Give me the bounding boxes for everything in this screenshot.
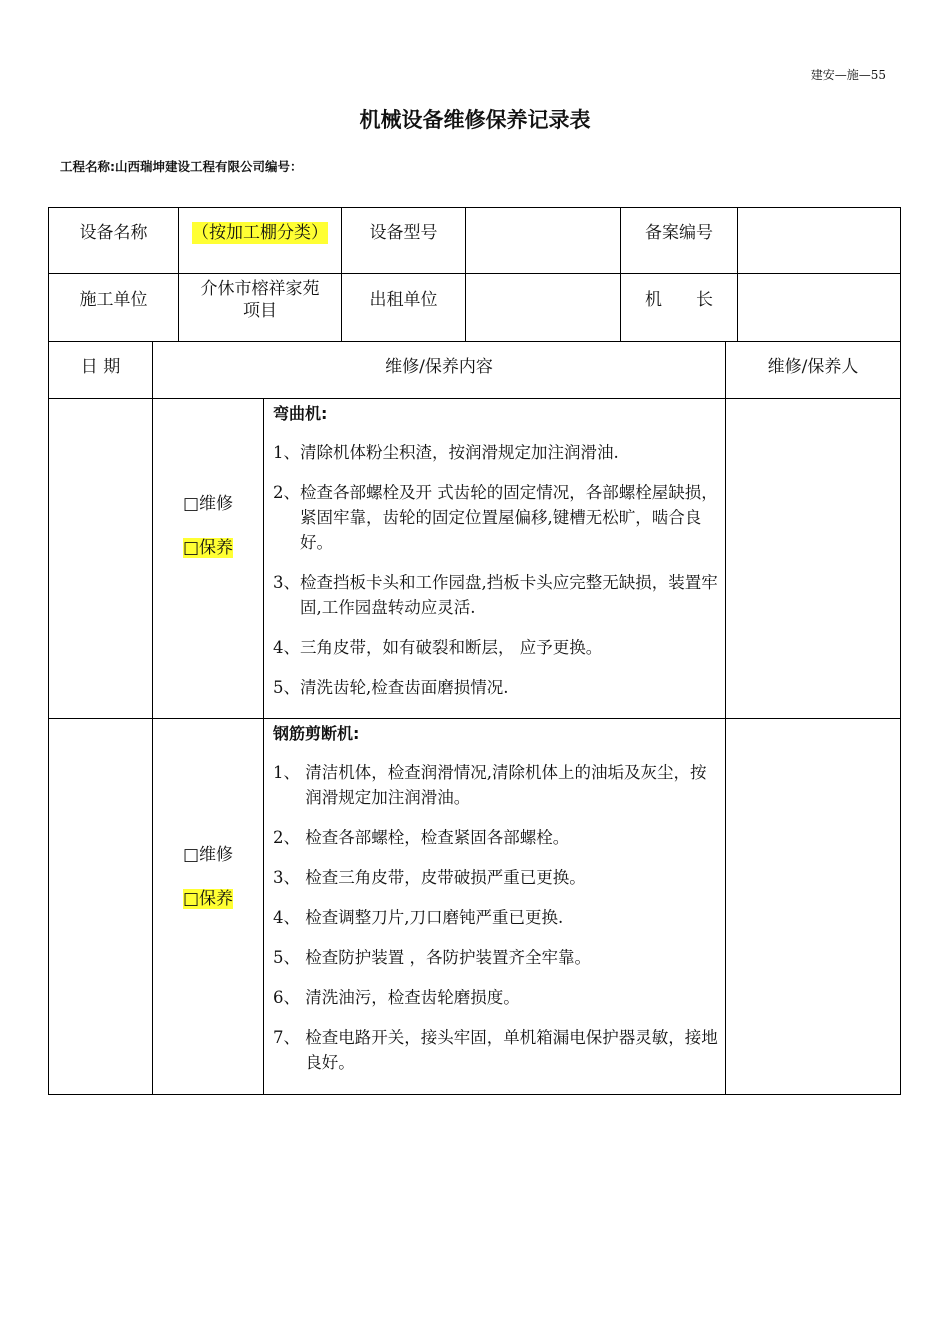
item-text: 检查三角皮带，皮带破损严重已更换。 xyxy=(305,868,586,887)
list-item xyxy=(273,985,719,1010)
maintain-checkbox[interactable] xyxy=(153,885,263,929)
model-label: 设备型号 xyxy=(369,223,438,243)
section2-options xyxy=(153,841,263,929)
item-text: 清洗齿轮,检查齿面磨损情况. xyxy=(300,678,509,697)
list-item xyxy=(273,760,719,810)
maintain-label: □保养 xyxy=(182,538,234,558)
list-item xyxy=(273,1025,719,1075)
list-item xyxy=(273,905,719,930)
equipment-name-label: 设备名称 xyxy=(79,223,148,243)
col-divider xyxy=(725,341,726,1095)
item-text: 检查防护装置 ，各防护装置齐全牢靠。 xyxy=(305,948,591,967)
captain-label: 机 长 xyxy=(645,290,713,310)
construction-unit-value: 介休市榕祥家苑项目 xyxy=(200,279,320,321)
page-title: 机械设备维修保养记录表 xyxy=(359,108,591,132)
list-item xyxy=(273,480,719,555)
item-text: 检查电路开关，接头牢固，单机箱漏电保护器灵敏，接地良好。 xyxy=(305,1028,718,1072)
project-name-line: 工程名称:山西瑞坤建设工程有限公司编号： xyxy=(60,159,303,174)
document-code: 建安—施—55 xyxy=(810,68,886,82)
item-number: 1、 xyxy=(273,763,306,782)
item-text: 清洁机体，检查润滑情况,清除机体上的油垢及灰尘，按润滑规定加注润滑油。 xyxy=(305,763,707,807)
section1-options xyxy=(153,490,263,578)
lessor-label: 出租单位 xyxy=(369,290,438,310)
list-item xyxy=(273,945,719,970)
item-number: 4、 xyxy=(273,908,306,927)
col-divider xyxy=(263,398,264,1095)
list-item xyxy=(273,440,719,465)
section2-content xyxy=(273,721,719,1090)
item-number: 4、 xyxy=(273,638,300,657)
repair-checkbox[interactable]: □维修 xyxy=(182,845,234,865)
item-text: 清洗油污，检查齿轮磨损度。 xyxy=(305,988,520,1007)
maintain-checkbox[interactable] xyxy=(153,534,263,578)
item-number: 5、 xyxy=(273,678,300,697)
item-number: 2、 xyxy=(273,483,300,502)
col-divider xyxy=(152,341,153,1095)
model-value xyxy=(466,208,620,273)
record-table xyxy=(48,207,901,1095)
date-header: 日 期 xyxy=(80,357,121,377)
item-number: 2、 xyxy=(273,828,306,847)
item-number: 6、 xyxy=(273,988,306,1007)
item-text: 清除机体粉尘积渣，按润滑规定加注润滑油. xyxy=(300,443,619,462)
list-item xyxy=(273,825,719,850)
item-number: 1、 xyxy=(273,443,300,462)
item-text: 检查调整刀片,刀口磨钝严重已更换. xyxy=(305,908,564,927)
item-number: 5、 xyxy=(273,948,306,967)
row-divider xyxy=(49,718,900,719)
lessor-value xyxy=(466,274,620,326)
item-text: 检查挡板卡头和工作园盘,挡板卡头应完整无缺损，装置牢固,工作园盘转动应灵活. xyxy=(300,573,718,617)
item-number: 3、 xyxy=(273,868,306,887)
item-number: 7、 xyxy=(273,1028,306,1047)
item-text: 三角皮带，如有破裂和断层， 应予更换。 xyxy=(300,638,603,657)
person-header: 维修/保养人 xyxy=(767,357,859,377)
section1-content xyxy=(273,401,719,715)
item-text: 检查各部螺栓，检查紧固各部螺栓。 xyxy=(305,828,570,847)
record-no-value xyxy=(738,208,900,273)
list-item xyxy=(273,865,719,890)
captain-value xyxy=(738,274,900,326)
list-item xyxy=(273,570,719,620)
repair-checkbox[interactable]: □维修 xyxy=(182,494,234,514)
equipment-name-value xyxy=(179,208,341,258)
record-no-label: 备案编号 xyxy=(645,223,713,243)
content-header: 维修/保养内容 xyxy=(385,357,493,377)
maintain-label: □保养 xyxy=(182,889,234,909)
equipment-name-text: （按加工棚分类） xyxy=(192,223,328,243)
section1-heading: 弯曲机: xyxy=(273,404,328,423)
list-item xyxy=(273,675,719,700)
row-divider xyxy=(49,398,900,399)
item-text: 检查各部螺栓及开 式齿轮的固定情况，各部螺栓屋缺损，紧固牢靠，齿轮的固定位置屋偏移,键槽无松旷，啮合良好。 xyxy=(300,483,718,552)
section2-heading: 钢筋剪断机: xyxy=(273,724,360,743)
item-number: 3、 xyxy=(273,573,300,592)
construction-unit-label: 施工单位 xyxy=(79,290,148,310)
list-item xyxy=(273,635,719,660)
